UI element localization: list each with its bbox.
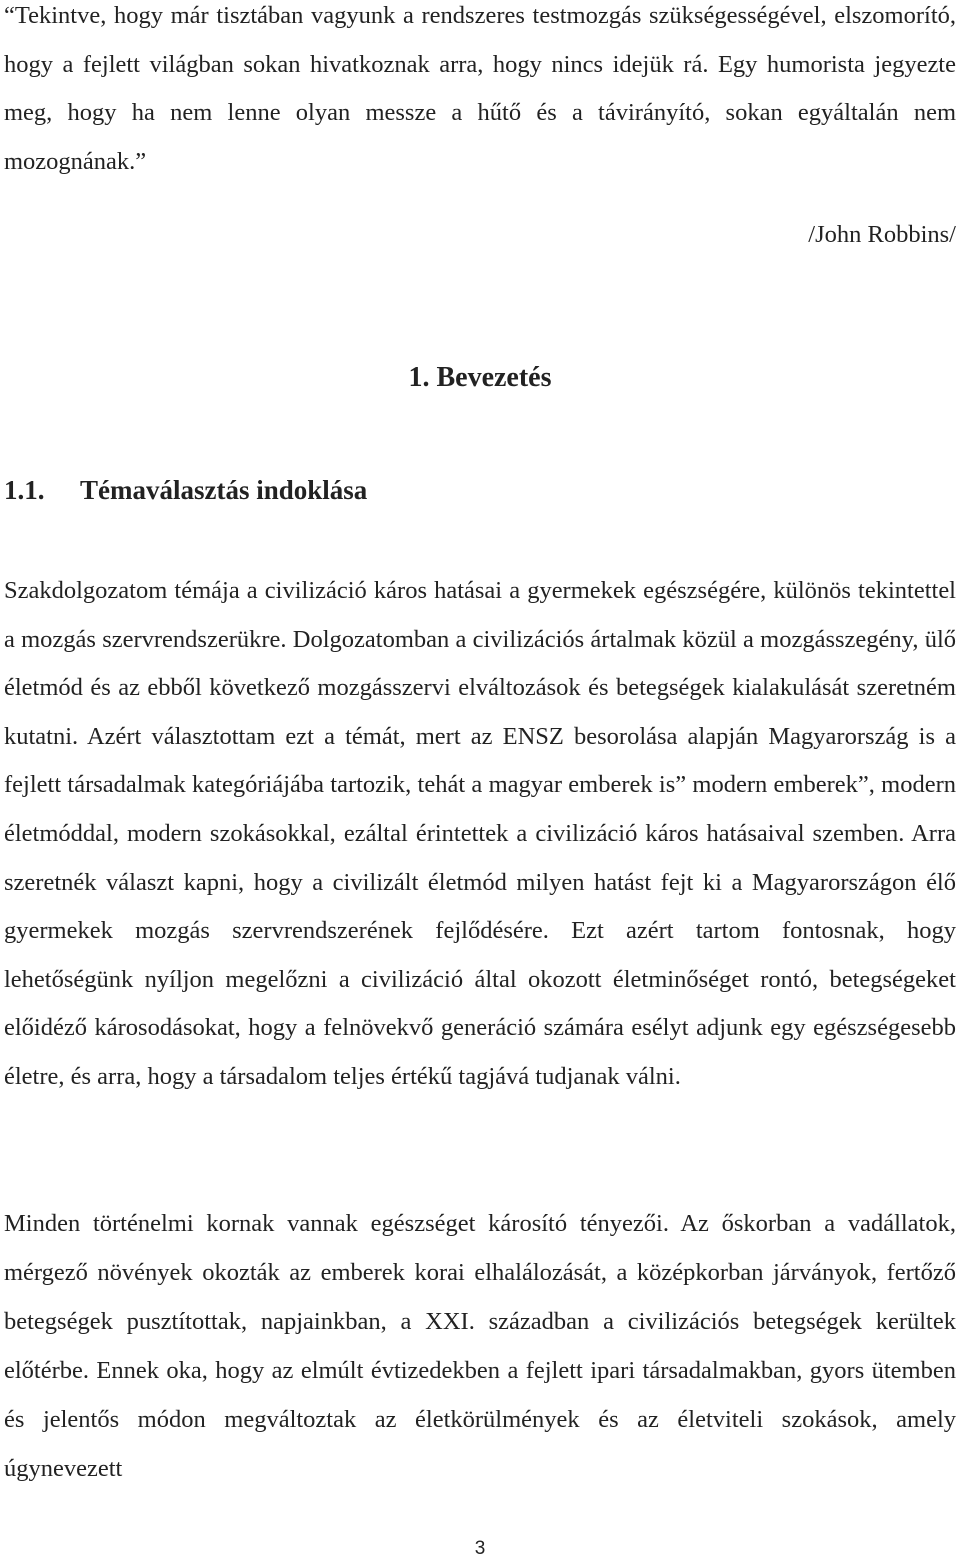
page-number: 3	[474, 1538, 486, 1559]
body-paragraph-1: Szakdolgozatom témája a civilizáció káros hatásai a gyermekek egészségére, különös tekintettel a mozgás szervrendszerükre. Dolgozatomban a civilizációs ártalmak közül a mozgásszegény, ülő életmód és az ebből következő mozgásszervi elváltozások és betegségek kialakulását szeretném kutatni. Azért választottam ezt a témát, mert az ENSZ besorolása alapján Magyarország is a fejlett társadalmak kategóriájába tartozik, tehát a magyar emberek is” modern emberek”, modern életmóddal, modern szokásokkal, ezáltal érintettek a civilizáció káros hatásaival szemben. Arra szeretnék választ kapni, hogy a civilizált életmód milyen hatást fejt ki a Magyarországon élő gyermekek mozgás szervrendszerének fejlődésére. Ezt azért tartom fontosnak, hogy lehetőségünk nyíljon megelőzni a civilizáció által okozott életminőséget rontó, betegségeket előidéző károsodásokat, hogy a felnövekvő generáció számára esélyt adjunk egy egészségesebb életre, és arra, hogy a társadalom teljes értékű tagjává tudjanak válni.	[4, 577, 956, 1090]
body-paragraph-2: Minden történelmi kornak vannak egészséget károsító tényezői. Az őskorban a vadállatok, mérgező növények okozták az emberek korai elhalálozását, a középkorban járványok, fertőző betegségek pusztítottak, napjainkban, a XXI. században a civilizációs betegségek kerültek előtérbe. Ennek oka, hogy az elmúlt évtizedekben a fejlett ipari társadalmakban, gyors ütemben és jelentős módon megváltoztak az életkörülmények és az életviteli szokások, amely úgynevezett	[4, 1210, 956, 1482]
chapter-heading: 1. Bevezetés	[408, 362, 552, 393]
quote-attribution: /John Robbins/	[808, 221, 956, 248]
epigraph-quote: “Tekintve, hogy már tisztában vagyunk a rendszeres testmozgás szükségességével, elszomorító, hogy a fejlett világban sokan hivatkoznak arra, hogy nincs idejük rá. Egy humorista jegyezte meg, hogy ha nem lenne olyan messze a hűtő és a távirányító, sokan egyáltalán nem mozognának.”	[4, 2, 956, 175]
section-heading	[4, 464, 367, 516]
section-title: Témaválasztás indoklása	[80, 475, 368, 505]
section-number: 1.1.	[4, 475, 45, 505]
